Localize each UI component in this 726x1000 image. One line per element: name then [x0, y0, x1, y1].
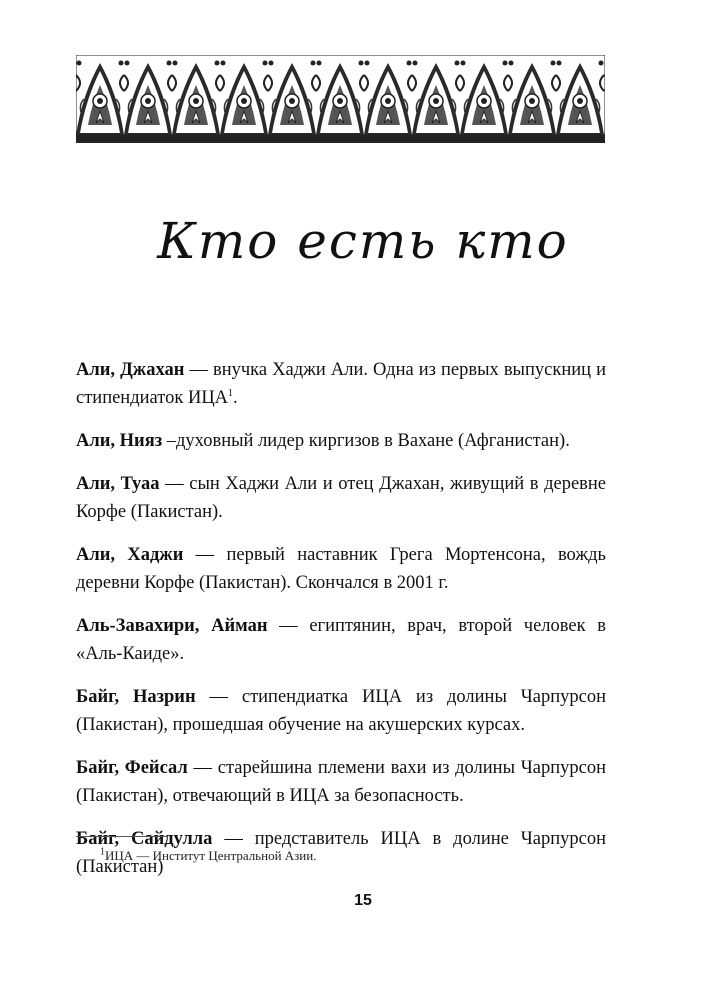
- entry-name: Байг, Фейсал: [76, 758, 188, 778]
- ornament-icon: [76, 55, 605, 143]
- entry-text: — египтянин, врач, второй человек в «Аль-Каиде».: [76, 616, 606, 664]
- entry-text: — старейшина племени вахи из долины Чарпурсон (Пакистан), отвечающий в ИЦА за безопасность.: [76, 758, 606, 806]
- entry-name: Байг, Сайдулла: [76, 829, 213, 849]
- entry-name: Али, Нияз: [76, 431, 163, 451]
- glossary-entry: [76, 470, 606, 526]
- ornament-border: [76, 55, 605, 143]
- footnote-divider: [76, 836, 168, 837]
- entry-name: Али, Джахан: [76, 360, 185, 380]
- entry-text: — первый наставник Грега Мортенсона, вождь деревни Корфе (Пакистан). Скончался в 2001 г.: [76, 545, 606, 593]
- entry-end: .: [233, 388, 238, 408]
- entry-text: — внучка Хаджи Али. Одна из первых выпускниц и стипендиаток ИЦА: [76, 360, 606, 408]
- page-title: Кто есть кто: [157, 212, 569, 270]
- entry-text: — стипендиатка ИЦА из долины Чарпурсон (Пакистан), прошедшая обучение на акушерских курсах.: [76, 687, 606, 735]
- glossary-entry: [76, 612, 606, 668]
- entry-name: Аль-Завахири, Айман: [76, 616, 268, 636]
- page-number: 15: [354, 892, 372, 909]
- footnote-text: ИЦА — Институт Центральной Азии.: [105, 848, 317, 863]
- entry-name: Али, Туаа: [76, 474, 160, 494]
- glossary-entry: [76, 754, 606, 810]
- glossary-entry: [76, 427, 606, 455]
- entry-text: — сын Хаджи Али и отец Джахан, живущий в деревне Корфе (Пакистан).: [76, 474, 607, 522]
- glossary-entry: [76, 356, 606, 412]
- glossary-list: [76, 356, 606, 896]
- glossary-entry: [76, 683, 606, 739]
- glossary-entry: [76, 541, 606, 597]
- entry-name: Байг, Назрин: [76, 687, 196, 707]
- entry-text: –духовный лидер киргизов в Вахане (Афганистан).: [162, 431, 570, 451]
- footnote-ref: 1: [228, 387, 234, 399]
- entry-name: Али, Хаджи: [76, 545, 184, 565]
- entry-text: — представитель ИЦА в долине Чарпурсон (Пакистан): [76, 829, 606, 877]
- footnote-marker: 1: [100, 846, 105, 858]
- footnote: [100, 848, 316, 864]
